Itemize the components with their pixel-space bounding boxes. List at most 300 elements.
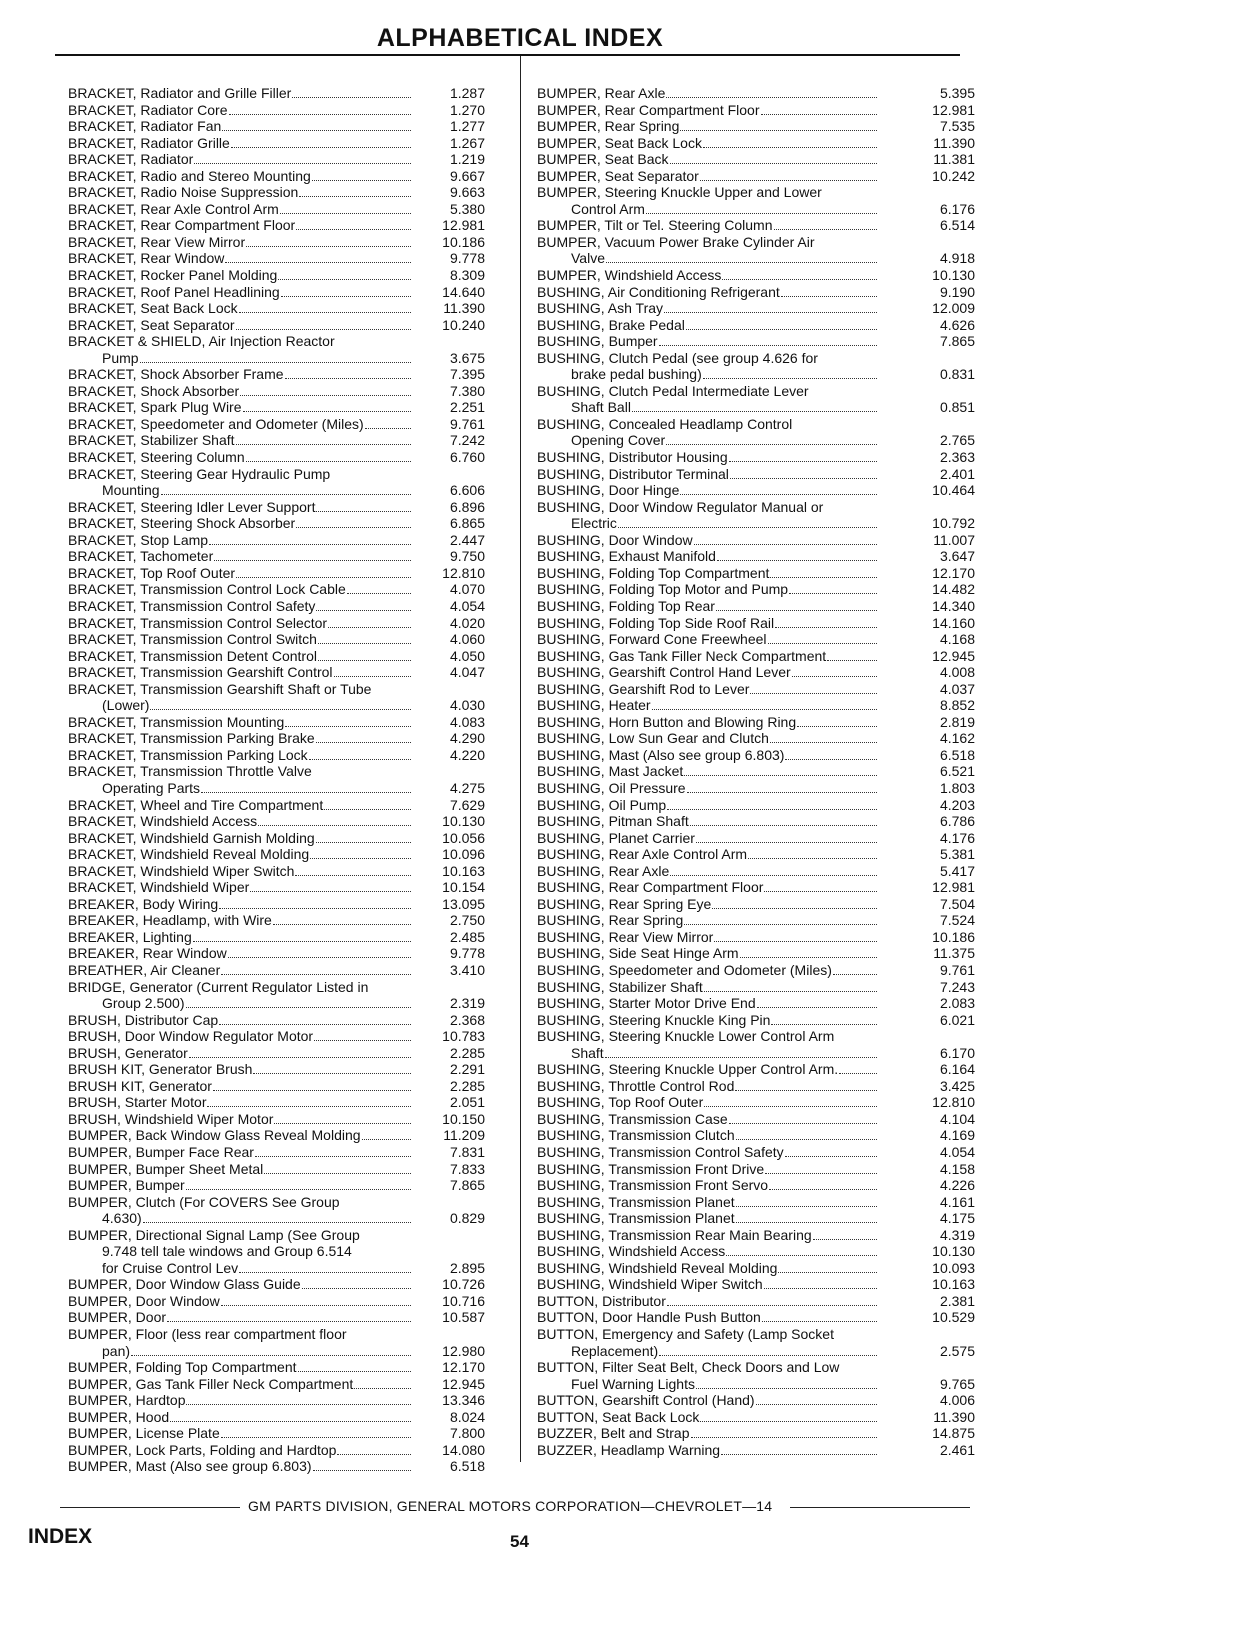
- dot-leader: [225, 262, 411, 263]
- entry-text: BUMPER, Gas Tank Filler Neck Compartment: [68, 1375, 354, 1392]
- dot-leader: [324, 809, 411, 810]
- index-entry: [68, 730, 485, 747]
- entry-text: BUSHING, Bumper: [537, 333, 658, 350]
- dot-leader: [659, 345, 877, 346]
- index-entry: [537, 896, 975, 913]
- index-entry: [537, 217, 975, 234]
- index-entry-line: [537, 432, 975, 449]
- index-entry: [68, 466, 485, 499]
- index-entry-line: [68, 929, 485, 946]
- entry-text: brake pedal bushing): [571, 366, 702, 383]
- index-entry-line: [537, 714, 975, 731]
- entry-text: BUMPER, Floor (less rear compartment floor: [68, 1326, 347, 1343]
- entry-text: BUSHING, Transmission Control Safety: [537, 1144, 784, 1160]
- entry-text: BUMPER, Directional Signal Lamp (See Group: [68, 1226, 360, 1243]
- entry-text: BUZZER, Belt and Strap: [537, 1425, 690, 1442]
- dot-leader: [670, 875, 877, 876]
- index-entry-line: [537, 1127, 975, 1144]
- index-entry-line: [68, 1293, 485, 1310]
- dot-leader: [221, 974, 411, 975]
- index-entry-line: [68, 482, 485, 499]
- group-number: 3.425: [939, 1077, 975, 1094]
- entry-text: BUMPER, Door: [68, 1309, 167, 1326]
- index-entry: [68, 366, 485, 383]
- dot-leader: [328, 627, 411, 628]
- group-number: 2.575: [939, 1342, 975, 1359]
- dot-leader: [764, 1288, 877, 1289]
- dot-leader: [316, 742, 411, 743]
- index-entry: [537, 102, 975, 119]
- index-entry-line: [68, 1376, 485, 1393]
- dot-leader: [131, 1355, 411, 1356]
- index-entry: [68, 1276, 485, 1293]
- dot-leader: [292, 97, 411, 98]
- index-entry: [68, 615, 485, 632]
- group-number: 6.865: [449, 515, 485, 532]
- index-entry: [537, 763, 975, 780]
- entry-text: BUSHING, Rear Axle Control Arm: [537, 846, 748, 863]
- index-entry: [68, 714, 485, 731]
- group-number: 2.750: [449, 912, 485, 929]
- dot-leader: [667, 809, 877, 810]
- entry-text: BUSHING, Speedometer and Odometer (Miles): [537, 961, 832, 978]
- index-entry-line: [68, 1276, 485, 1293]
- entry-text: BRACKET, Stop Lamp: [68, 531, 209, 548]
- index-entry-line: [537, 979, 975, 996]
- dot-leader: [161, 494, 411, 495]
- index-entry-line: [537, 1260, 975, 1277]
- entry-text: BRACKET & SHIELD, Air Injection Reactor: [68, 333, 335, 350]
- dot-leader: [618, 527, 877, 528]
- page-title: ALPHABETICAL INDEX: [376, 24, 664, 52]
- index-entry-line: [537, 1243, 975, 1260]
- entry-text: BRACKET, Transmission Gearshift Shaft or Tube: [68, 680, 372, 697]
- index-entry: [537, 1326, 975, 1359]
- index-entry-line: [68, 1343, 485, 1360]
- dot-leader: [764, 891, 877, 892]
- group-number: 11.209: [443, 1127, 485, 1144]
- group-number: 5.395: [939, 85, 975, 101]
- dot-leader: [207, 1106, 411, 1107]
- index-entry-line: [68, 1078, 485, 1095]
- dot-leader: [827, 660, 877, 661]
- index-entry-line: [537, 697, 975, 714]
- group-number: 10.056: [442, 829, 485, 846]
- group-number: 5.380: [449, 200, 485, 217]
- dot-leader: [347, 593, 411, 594]
- index-entry-line: [537, 1409, 975, 1426]
- index-entry-line: [68, 912, 485, 929]
- dot-leader: [703, 378, 877, 379]
- index-entry-line: [68, 714, 485, 731]
- group-number: 4.006: [939, 1392, 975, 1409]
- page-number: 54: [510, 1532, 529, 1551]
- group-number: 10.587: [442, 1309, 485, 1326]
- entry-text: BUSHING, Rear Spring Eye: [537, 895, 712, 912]
- index-entry-line: [68, 797, 485, 814]
- index-entry: [68, 631, 485, 648]
- dot-leader: [729, 461, 877, 462]
- index-entry: [537, 697, 975, 714]
- entry-text: BUMPER, Vacuum Power Brake Cylinder Air: [537, 233, 815, 250]
- group-number: 2.285: [449, 1077, 485, 1094]
- index-entry-line: [537, 1442, 975, 1459]
- index-entry-line: [68, 102, 485, 119]
- group-number: 7.524: [939, 912, 975, 929]
- dot-leader: [309, 759, 411, 760]
- dot-leader: [209, 544, 411, 545]
- entry-text: BRACKET, Radio and Stereo Mounting: [68, 167, 311, 184]
- index-entry-line: [537, 1293, 975, 1310]
- dot-leader: [687, 792, 877, 793]
- group-number: 4.037: [939, 680, 975, 697]
- dot-leader: [214, 560, 411, 561]
- dot-leader: [670, 163, 878, 164]
- index-entry: [68, 499, 485, 516]
- index-entry-line: [68, 598, 485, 615]
- index-entry-line: [68, 1227, 485, 1244]
- index-entry-line: [537, 1028, 975, 1045]
- index-entry-line: [537, 1111, 975, 1128]
- index-entry-line: [537, 747, 975, 764]
- entry-text: BUSHING, Gas Tank Filler Neck Compartment: [537, 647, 827, 664]
- entry-text: BRACKET, Rocker Panel Molding: [68, 267, 278, 284]
- entry-text: 9.748 tell tale windows and Group 6.514: [102, 1243, 352, 1260]
- group-number: 10.716: [442, 1292, 485, 1309]
- dot-leader: [258, 825, 411, 826]
- entry-text: BUSHING, Air Conditioning Refrigerant: [537, 283, 780, 300]
- entry-text: BUSHING, Clutch Pedal (see group 4.626 for: [537, 349, 818, 366]
- index-entry-line: [68, 1326, 485, 1343]
- index-entry: [537, 1144, 975, 1161]
- index-entry: [68, 565, 485, 582]
- index-entry: [68, 1127, 485, 1144]
- group-number: 2.485: [449, 928, 485, 945]
- group-number: 7.865: [449, 1177, 485, 1194]
- index-entry: [68, 1061, 485, 1078]
- section-label: INDEX: [28, 1525, 93, 1548]
- entry-text: BUSHING, Gearshift Rod to Lever: [537, 680, 750, 697]
- entry-text: BUMPER, Hardtop: [68, 1392, 186, 1409]
- entry-text: BRACKET, Top Roof Outer: [68, 564, 236, 581]
- group-number: 6.514: [939, 217, 975, 234]
- group-number: 7.831: [449, 1144, 485, 1160]
- entry-text: BUSHING, Exhaust Manifold: [537, 548, 716, 565]
- entry-text: BRACKET, Windshield Garnish Molding: [68, 829, 315, 846]
- index-entry: [68, 830, 485, 847]
- index-entry: [68, 581, 485, 598]
- index-entry-line: [68, 1177, 485, 1194]
- group-number: 6.176: [939, 200, 975, 217]
- index-entry: [537, 581, 975, 598]
- dot-leader: [312, 180, 411, 181]
- dot-leader: [310, 858, 411, 859]
- group-number: 5.381: [939, 846, 975, 863]
- entry-text: BRUSH, Windshield Wiper Motor: [68, 1110, 274, 1127]
- entry-text: BRACKET, Seat Back Lock: [68, 300, 238, 317]
- dot-leader: [736, 1206, 877, 1207]
- group-number: 4.319: [939, 1226, 975, 1243]
- dot-leader: [219, 908, 411, 909]
- entry-text: BUSHING, Steering Knuckle King Pin: [537, 1011, 771, 1028]
- index-entry-line: [68, 515, 485, 532]
- index-entry: [68, 1177, 485, 1194]
- index-entry: [68, 432, 485, 449]
- entry-text: BUSHING, Brake Pedal: [537, 316, 685, 333]
- index-entry-line: [537, 201, 975, 218]
- entry-text: pan): [102, 1342, 131, 1359]
- index-entry-line: [68, 581, 485, 598]
- group-number: 13.095: [442, 895, 485, 912]
- index-entry-line: [537, 250, 975, 267]
- dot-leader: [219, 1024, 411, 1025]
- group-number: 10.529: [932, 1309, 975, 1326]
- index-entry-line: [68, 284, 485, 301]
- index-entry: [68, 217, 485, 234]
- entry-text: BRACKET, Steering Gear Hydraulic Pump: [68, 465, 331, 482]
- group-number: 7.865: [939, 333, 975, 350]
- index-entry: [68, 1045, 485, 1062]
- dot-leader: [273, 924, 411, 925]
- group-number: 10.240: [442, 316, 485, 333]
- index-entry-line: [68, 830, 485, 847]
- dot-leader: [667, 1305, 877, 1306]
- entry-text: BRACKET, Transmission Detent Control: [68, 647, 317, 664]
- group-number: 10.154: [442, 879, 485, 896]
- footer-text: GM PARTS DIVISION, GENERAL MOTORS CORPORATION—CHEVROLET—14: [248, 1498, 773, 1514]
- index-entry: [68, 945, 485, 962]
- dot-leader: [785, 1156, 877, 1157]
- group-number: 9.190: [939, 283, 975, 300]
- index-entry: [537, 267, 975, 284]
- group-number: 10.186: [442, 233, 485, 250]
- group-number: 4.050: [449, 647, 485, 664]
- entry-text: BUSHING, Door Window: [537, 531, 693, 548]
- group-number: 4.203: [939, 796, 975, 813]
- index-entry: [537, 1392, 975, 1409]
- index-entry-line: [68, 383, 485, 400]
- entry-text: BUSHING, Transmission Clutch: [537, 1127, 735, 1144]
- dot-leader: [700, 1421, 877, 1422]
- entry-text: BUMPER, Bumper: [68, 1177, 185, 1194]
- group-number: 4.290: [449, 730, 485, 747]
- entry-text: BUSHING, Transmission Planet: [537, 1210, 735, 1227]
- group-number: 4.083: [449, 713, 485, 730]
- index-entry: [68, 1078, 485, 1095]
- dot-leader: [213, 1090, 411, 1091]
- index-entry: [68, 85, 485, 102]
- index-entry-line: [537, 730, 975, 747]
- index-entry: [537, 664, 975, 681]
- index-entry-line: [68, 896, 485, 913]
- entry-text: BRACKET, Radio Noise Suppression: [68, 184, 299, 201]
- group-number: 2.319: [449, 995, 485, 1012]
- group-number: 14.482: [932, 581, 975, 598]
- dot-leader: [362, 1139, 411, 1140]
- dot-leader: [712, 908, 877, 909]
- index-entry: [68, 1293, 485, 1310]
- index-entry-line: [537, 1078, 975, 1095]
- index-entry-line: [537, 399, 975, 416]
- group-number: 14.080: [442, 1441, 485, 1458]
- entry-text: BUMPER, Windshield Access: [537, 267, 722, 284]
- index-entry-line: [68, 1210, 485, 1227]
- group-number: 7.833: [449, 1160, 485, 1177]
- entry-text: BRACKET, Windshield Reveal Molding: [68, 846, 310, 863]
- dot-leader: [696, 1388, 877, 1389]
- dot-leader: [792, 676, 877, 677]
- group-number: 4.047: [449, 664, 485, 681]
- index-entry: [68, 1442, 485, 1459]
- dot-leader: [221, 1437, 411, 1438]
- entry-text: Operating Parts: [102, 779, 201, 796]
- group-number: 7.504: [939, 895, 975, 912]
- dot-leader: [298, 1371, 412, 1372]
- group-number: 13.346: [442, 1392, 485, 1409]
- index-entry: [68, 1012, 485, 1029]
- group-number: 4.220: [449, 746, 485, 763]
- entry-text: BUMPER, Seat Back Lock: [537, 134, 702, 151]
- dot-leader: [833, 974, 877, 975]
- index-entry-line: [537, 598, 975, 615]
- index-entry: [537, 1028, 975, 1061]
- index-entry: [68, 1392, 485, 1409]
- dot-leader: [302, 1288, 411, 1289]
- group-number: 4.054: [939, 1144, 975, 1160]
- group-number: 10.163: [932, 1276, 975, 1293]
- index-entry-line: [68, 350, 485, 367]
- group-number: 1.803: [939, 779, 975, 796]
- dot-leader: [736, 1139, 877, 1140]
- index-entry-line: [537, 797, 975, 814]
- dot-leader: [680, 130, 877, 131]
- index-entry-line: [537, 267, 975, 284]
- entry-text: BRACKET, Transmission Control Selector: [68, 614, 328, 631]
- index-entry: [537, 234, 975, 267]
- entry-text: BRIDGE, Generator (Current Regulator Listed in: [68, 978, 369, 995]
- entry-text: BUSHING, Throttle Control Rod: [537, 1077, 735, 1094]
- dot-leader: [652, 709, 877, 710]
- entry-text: BUMPER, Mast (Also see group 6.803): [68, 1458, 312, 1475]
- index-entry-line: [537, 366, 975, 383]
- index-entry-line: [537, 879, 975, 896]
- entry-text: BRUSH KIT, Generator: [68, 1077, 212, 1094]
- index-entry: [537, 863, 975, 880]
- index-entry: [68, 747, 485, 764]
- dot-leader: [285, 378, 411, 379]
- index-entry-line: [537, 515, 975, 532]
- index-entry-line: [537, 1210, 975, 1227]
- group-number: 2.083: [939, 995, 975, 1012]
- dot-leader: [337, 1454, 411, 1455]
- group-number: 1.277: [449, 118, 485, 135]
- dot-leader: [797, 726, 877, 727]
- entry-text: BUMPER, License Plate: [68, 1425, 220, 1442]
- index-entry-line: [68, 1243, 485, 1260]
- entry-text: BUSHING, Steering Knuckle Upper Control Arm.: [537, 1061, 839, 1078]
- entry-text: BRACKET, Transmission Parking Lock: [68, 746, 308, 763]
- dot-leader: [296, 527, 411, 528]
- index-entry: [68, 863, 485, 880]
- entry-text: BUTTON, Seat Back Lock: [537, 1408, 700, 1425]
- left-index-column: [68, 85, 485, 1475]
- group-number: 14.875: [932, 1425, 975, 1442]
- entry-text: BUMPER, Seat Separator: [537, 167, 699, 184]
- entry-text: BUSHING, Mast (Also see group 6.803): [537, 746, 785, 763]
- index-entry-line: [537, 217, 975, 234]
- dot-leader: [813, 1239, 877, 1240]
- dot-leader: [684, 924, 877, 925]
- entry-text: BUSHING, Folding Top Rear: [537, 597, 715, 614]
- index-entry-line: [68, 1392, 485, 1409]
- dot-leader: [143, 1222, 411, 1223]
- entry-text: BUSHING, Horn Button and Blowing Ring: [537, 713, 797, 730]
- index-entry-line: [68, 979, 485, 996]
- index-entry: [537, 1127, 975, 1144]
- index-entry: [68, 1458, 485, 1475]
- group-number: 1.287: [449, 85, 485, 101]
- group-number: 2.251: [449, 399, 485, 416]
- group-number: 3.410: [449, 961, 485, 978]
- entry-text: BUSHING, Oil Pressure: [537, 779, 686, 796]
- index-entry-line: [68, 168, 485, 185]
- dot-leader: [239, 1272, 411, 1273]
- group-number: 10.130: [932, 1243, 975, 1260]
- dot-leader: [255, 1156, 411, 1157]
- index-entry-line: [68, 1161, 485, 1178]
- index-entry-line: [68, 1309, 485, 1326]
- index-entry: [68, 449, 485, 466]
- index-entry-line: [537, 1227, 975, 1244]
- entry-text: BUMPER, Back Window Glass Reveal Molding: [68, 1127, 361, 1144]
- index-entry: [68, 979, 485, 1012]
- entry-text: BRACKET, Rear View Mirror: [68, 233, 246, 250]
- group-number: 10.163: [442, 862, 485, 879]
- entry-text: BRACKET, Transmission Control Switch: [68, 631, 317, 648]
- entry-text: BUTTON, Door Handle Push Button: [537, 1309, 761, 1326]
- dot-leader: [186, 1007, 412, 1008]
- entry-text: Fuel Warning Lights: [571, 1375, 695, 1392]
- index-entry: [537, 780, 975, 797]
- group-number: 10.792: [932, 515, 975, 532]
- index-entry: [68, 813, 485, 830]
- group-number: 6.760: [449, 449, 485, 466]
- index-entry-line: [537, 449, 975, 466]
- group-number: 3.675: [449, 349, 485, 366]
- group-number: 10.464: [932, 482, 975, 499]
- index-entry: [68, 1111, 485, 1128]
- group-number: 9.778: [449, 945, 485, 962]
- group-number: 4.176: [939, 829, 975, 846]
- group-number: 11.007: [933, 531, 975, 548]
- group-number: 4.918: [939, 250, 975, 267]
- entry-text: BRACKET, Wheel and Tire Compartment: [68, 796, 324, 813]
- index-entry-line: [68, 118, 485, 135]
- dot-leader: [228, 957, 411, 958]
- index-entry-line: [68, 1061, 485, 1078]
- dot-leader: [314, 1040, 411, 1041]
- index-entry: [537, 747, 975, 764]
- entry-text: 4.630): [102, 1210, 142, 1227]
- index-entry-line: [537, 565, 975, 582]
- dot-leader: [334, 676, 411, 677]
- entry-text: BUSHING, Transmission Front Drive: [537, 1160, 765, 1177]
- index-entry: [537, 1409, 975, 1426]
- dot-leader: [246, 246, 411, 247]
- index-entry: [68, 1326, 485, 1359]
- index-entry-line: [537, 466, 975, 483]
- entry-text: BUSHING, Distributor Terminal: [537, 465, 729, 482]
